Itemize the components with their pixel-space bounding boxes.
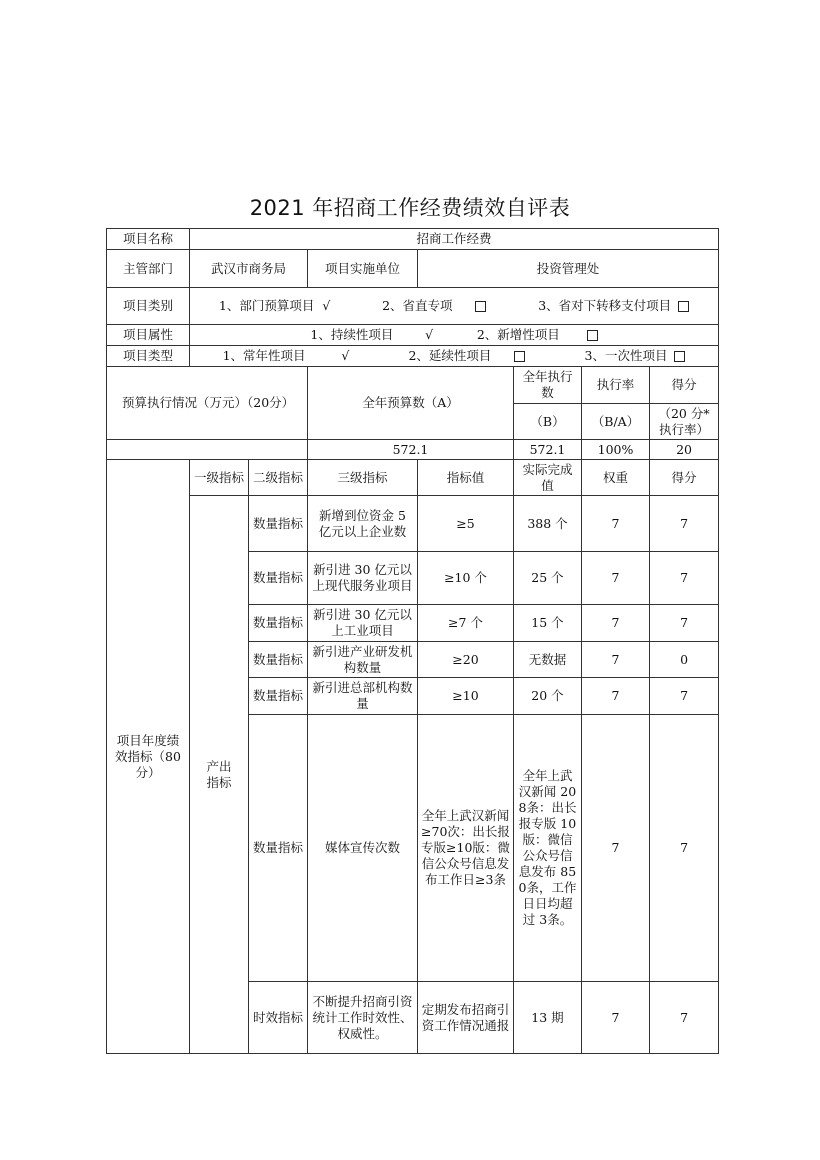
annual-budget-label: 全年预算数（A） [308,367,514,440]
level3-cell: 新引进 30 亿元以上现代服务业项目 [308,552,418,605]
rate-value: 100% [582,440,650,460]
value-department: 武汉市商务局 [190,250,308,288]
weight-cell: 7 [582,552,650,605]
target-cell: 全年上武汉新闻≥70次：出长报专版≥10版：微信公众号信息发布工作日≥3条 [418,715,514,982]
score-cell: 7 [650,552,719,605]
level2-cell: 数量指标 [249,496,308,552]
level3-cell: 新增到位资金 5 亿元以上企业数 [308,496,418,552]
annual-exec-label: 全年执行数 [514,367,582,404]
level3-cell: 新引进总部机构数量 [308,678,418,715]
check-mark-icon: √ [322,298,331,313]
level2-cell: 时效指标 [249,982,308,1054]
check-mark-icon: √ [425,327,434,342]
header-actual: 实际完成值 [514,460,582,496]
target-cell: ≥10 [418,678,514,715]
row-budget-head [107,367,719,404]
budget-score-sub: （20 分*执行率） [650,404,719,440]
level3-cell: 新引进产业研发机构数量 [308,642,418,678]
empty-checkbox-icon [678,301,689,312]
row-attribute [107,325,719,346]
actual-cell: 全年上武汉新闻 208条：出长报专版 10版：微信公众号信息发布 850条，工作日日均超过 3条。 [514,715,582,982]
label-department: 主管部门 [107,250,190,288]
header-level3: 三级指标 [308,460,418,496]
budget-score-label: 得分 [650,367,719,404]
weight-cell: 7 [582,982,650,1054]
row-category [107,288,719,325]
row-project-name [107,229,719,250]
actual-cell: 13 期 [514,982,582,1054]
evaluation-table [106,228,719,1054]
target-cell: 定期发布招商引资工作情况通报 [418,982,514,1054]
weight-cell: 7 [582,678,650,715]
indicators-section-label: 项目年度绩效指标（80 分） [115,732,181,780]
actual-cell: 无数据 [514,642,582,678]
score-cell: 7 [650,715,719,982]
header-target: 指标值 [418,460,514,496]
attribute-option-1: 1、持续性项目 [310,327,394,342]
target-cell: ≥7 个 [418,605,514,642]
actual-cell: 25 个 [514,552,582,605]
empty-checkbox-icon [514,351,525,362]
score-cell: 7 [650,496,719,552]
row-indicator-headers [107,460,719,496]
rate-sub: （B/A） [582,404,650,440]
level3-cell: 媒体宣传次数 [308,715,418,982]
type-option-3: 3、一次性项目 [584,348,668,363]
row-department [107,250,719,288]
header-level2: 二级指标 [249,460,308,496]
level1-label: 产出指标 [206,758,232,790]
type-option-2: 2、延续性项目 [408,348,492,363]
score-cell: 7 [650,982,719,1054]
level2-cell: 数量指标 [249,678,308,715]
level3-cell: 不断提升招商引资统计工作时效性、权威性。 [308,982,418,1054]
category-option-3: 3、省对下转移支付项目 [538,298,672,313]
row-type [107,346,719,367]
budget-label: 预算执行情况（万元）（20分） [122,395,295,410]
value-project-name: 招商工作经费 [190,229,719,250]
target-cell: ≥20 [418,642,514,678]
header-weight: 权重 [582,460,650,496]
value-implementing-unit: 投资管理处 [418,250,719,288]
label-project-name: 项目名称 [107,229,190,250]
table-row [107,496,719,552]
weight-cell: 7 [582,715,650,982]
actual-cell: 388 个 [514,496,582,552]
label-category: 项目类别 [107,288,190,325]
level2-cell: 数量指标 [249,605,308,642]
weight-cell: 7 [582,496,650,552]
level3-cell: 新引进 30 亿元以上工业项目 [308,605,418,642]
actual-cell: 15 个 [514,605,582,642]
target-cell: ≥10 个 [418,552,514,605]
empty-checkbox-icon [674,351,685,362]
level2-cell: 数量指标 [249,715,308,982]
row-budget-values [107,440,719,460]
label-implementing-unit: 项目实施单位 [308,250,418,288]
weight-cell: 7 [582,642,650,678]
check-mark-icon: √ [341,348,350,363]
attribute-option-2: 2、新增性项目 [476,327,560,342]
annual-exec-value: 572.1 [514,440,582,460]
type-option-1: 1、常年性项目 [222,348,306,363]
target-cell: ≥5 [418,496,514,552]
actual-cell: 20 个 [514,678,582,715]
category-option-2: 2、省直专项 [382,298,453,313]
label-type: 项目类型 [107,346,190,367]
empty-checkbox-icon [587,330,598,341]
header-score: 得分 [650,460,719,496]
score-cell: 7 [650,678,719,715]
empty-checkbox-icon [475,301,486,312]
header-level1: 一级指标 [190,460,249,496]
category-option-1: 1、部门预算项目 [218,298,315,313]
label-attribute: 项目属性 [107,325,190,346]
score-cell: 0 [650,642,719,678]
budget-score-value: 20 [650,440,719,460]
score-cell: 7 [650,605,719,642]
level2-cell: 数量指标 [249,642,308,678]
annual-exec-sub: （B） [514,404,582,440]
rate-label: 执行率 [582,367,650,404]
annual-budget-value: 572.1 [308,440,514,460]
weight-cell: 7 [582,605,650,642]
level2-cell: 数量指标 [249,552,308,605]
page-title: 2021 年招商工作经费绩效自评表 [249,196,571,220]
